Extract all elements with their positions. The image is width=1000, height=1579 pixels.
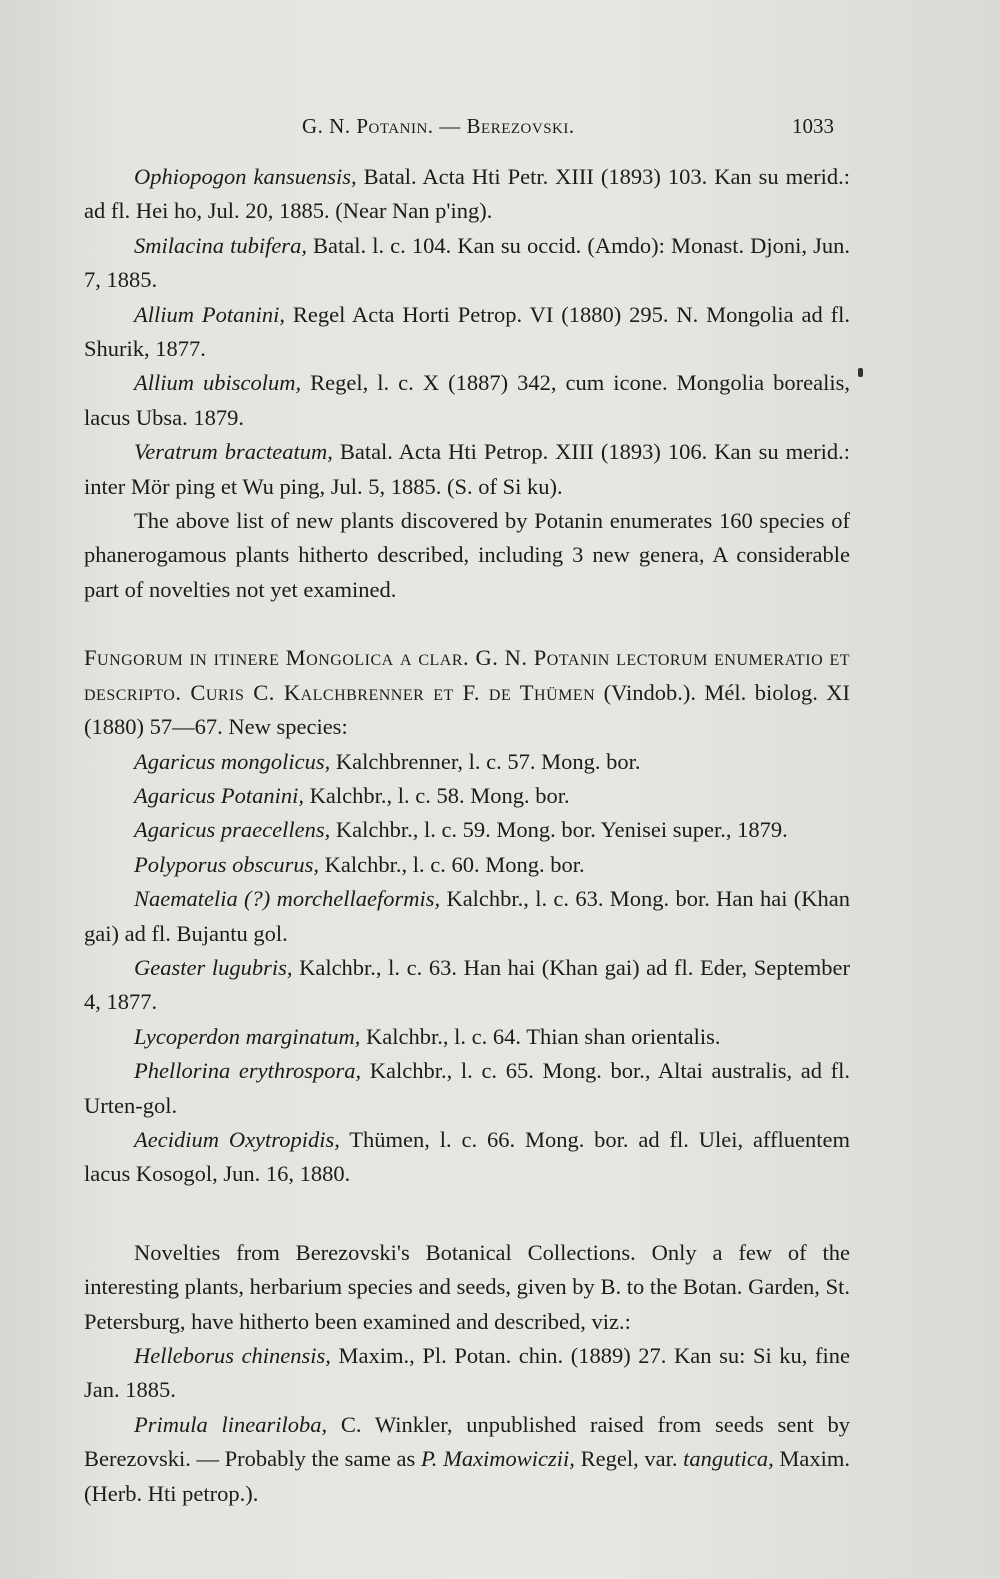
species-name: Ophiopogon kansuensis, — [134, 164, 357, 189]
species-entry — [84, 848, 850, 882]
species-entry — [84, 229, 850, 298]
species-entry — [84, 1020, 850, 1054]
page-number: 1033 — [792, 114, 834, 138]
section-gap — [84, 607, 850, 641]
species-entry — [84, 779, 850, 813]
running-head: G. N. Potanin. — Berezovski. — [302, 114, 575, 138]
species-entry — [84, 160, 850, 229]
species-name: Allium ubiscolum, — [134, 370, 302, 396]
margin-ink-mark — [858, 368, 863, 377]
species-name: Primula lineariloba, — [134, 1411, 328, 1437]
species-name: P. Maximowiczii, — [420, 1446, 575, 1472]
species-citation: Batal. l. c. 104. Kan su occid. (Amdo): Monast. Djoni, Jun. 7, 1885. — [84, 232, 850, 293]
species-name: Lycoperdon marginatum, — [134, 1023, 361, 1049]
species-entry — [84, 745, 850, 779]
species-citation: Kalchbr., l. c. 65. Mong. bor., Altai australis, ad fl. Urten-gol. — [84, 1058, 850, 1118]
species-citation: Batal. Acta Hti Petrop. XIII (1893) 106. Kan su merid.: inter Mör ping et Wu ping, Jul. 5, 1885. (S. of Si ku). — [84, 439, 850, 499]
section-gap — [84, 1192, 850, 1236]
species-name: Veratrum bracteatum, — [134, 439, 333, 465]
species-citation: Maxim. (Herb. Hti petrop.). — [84, 1446, 851, 1506]
fungi-heading-tail: (Vindob.). Mél. biolog. XI (1880) 57—67. New species: — [84, 679, 850, 740]
summary-paragraph: Novelties from Berezovski's Botanical Collections. Only a few of the interesting plants, herbarium species and seeds, given by B. to the Botan. Garden, St. Petersburg, have hitherto been examined and described, viz.: — [84, 1239, 850, 1334]
species-name: Agaricus mongolicus, — [134, 748, 331, 774]
species-entry — [84, 813, 850, 847]
species-entry — [84, 1054, 850, 1123]
species-entry — [84, 298, 850, 367]
species-entry — [84, 435, 850, 504]
species-citation: Regel, l. c. X (1887) 342, cum icone. Mongolia borealis, lacus Ubsa. 1879. — [84, 370, 850, 430]
variety-name: tangutica, — [683, 1446, 774, 1472]
species-citation: Kalchbr., l. c. 63. Han hai (Khan gai) ad fl. Eder, September 4, 1877. — [84, 954, 851, 1015]
species-citation: Kalchbr., l. c. 64. Thian shan orientalis. — [360, 1023, 721, 1049]
species-name: Geaster lugubris, — [134, 954, 293, 980]
species-citation: C. Winkler, unpublished raised from seeds sent by Berezovski. — Probably the same as — [84, 1411, 851, 1472]
species-name: Allium Potanini, — [134, 301, 286, 327]
fungi-heading-paragraph — [84, 641, 850, 744]
species-name: Phellorina erythrospora, — [134, 1058, 362, 1084]
species-entry — [84, 882, 850, 951]
species-entry — [84, 1339, 850, 1408]
species-citation: Batal. Acta Hti Petr. XIII (1893) 103. Kan su merid.: ad fl. Hei ho, Jul. 20, 1885. (Near Nan p'ing). — [84, 164, 850, 224]
species-citation: Regel, var. — [574, 1446, 684, 1472]
species-citation: Regel Acta Horti Petrop. VI (1880) 295. N. Mongolia ad fl. Shurik, 1877. — [84, 301, 851, 362]
species-entry — [84, 1408, 850, 1511]
summary-paragraph: The above list of new plants discovered by Potanin enumerates 160 species of phanerogamous plants hitherto described, including 3 new genera, A considerable part of novelties not yet examined. — [84, 508, 850, 602]
species-name: Helleborus chinensis, — [134, 1343, 331, 1368]
species-citation: Kalchbr., l. c. 58. Mong. bor. — [304, 782, 570, 808]
fungi-heading: Fungorum in itinere Mongolica a clar. G. N. Potanin lectorum enumeratio et descripto. Curis C. Kalchbrenner et F. de Thümen — [84, 645, 850, 705]
species-entry — [84, 951, 850, 1020]
species-citation: Kalchbrenner, l. c. 57. Mong. bor. — [330, 748, 641, 774]
species-name: Agaricus Potanini, — [134, 782, 304, 808]
species-citation: Kalchbr., l. c. 59. Mong. bor. Yenisei super., 1879. — [330, 817, 788, 843]
species-citation: Thümen, l. c. 66. Mong. bor. ad fl. Ulei, affluentem lacus Kosogol, Jun. 16, 1880. — [84, 1126, 850, 1187]
species-name: Polyporus obscurus, — [134, 851, 319, 877]
species-entry — [84, 1123, 850, 1192]
species-citation: Kalchbr., l. c. 60. Mong. bor. — [319, 851, 585, 877]
species-name: Smilacina tubifera, — [134, 232, 307, 258]
species-name: Naematelia (?) morchellaeformis, — [134, 886, 441, 912]
page-header — [0, 110, 1000, 150]
species-entry — [84, 366, 850, 435]
species-citation: Kalchbr., l. c. 63. Mong. bor. Han hai (Khan gai) ad fl. Bujantu gol. — [84, 886, 850, 946]
species-citation: Maxim., Pl. Potan. chin. (1889) 27. Kan su: Si ku, fine Jan. 1885. — [84, 1343, 850, 1403]
species-name: Aecidium Oxytropidis, — [134, 1126, 340, 1152]
species-name: Agaricus praecellens, — [134, 817, 331, 843]
page-body — [84, 160, 850, 1511]
